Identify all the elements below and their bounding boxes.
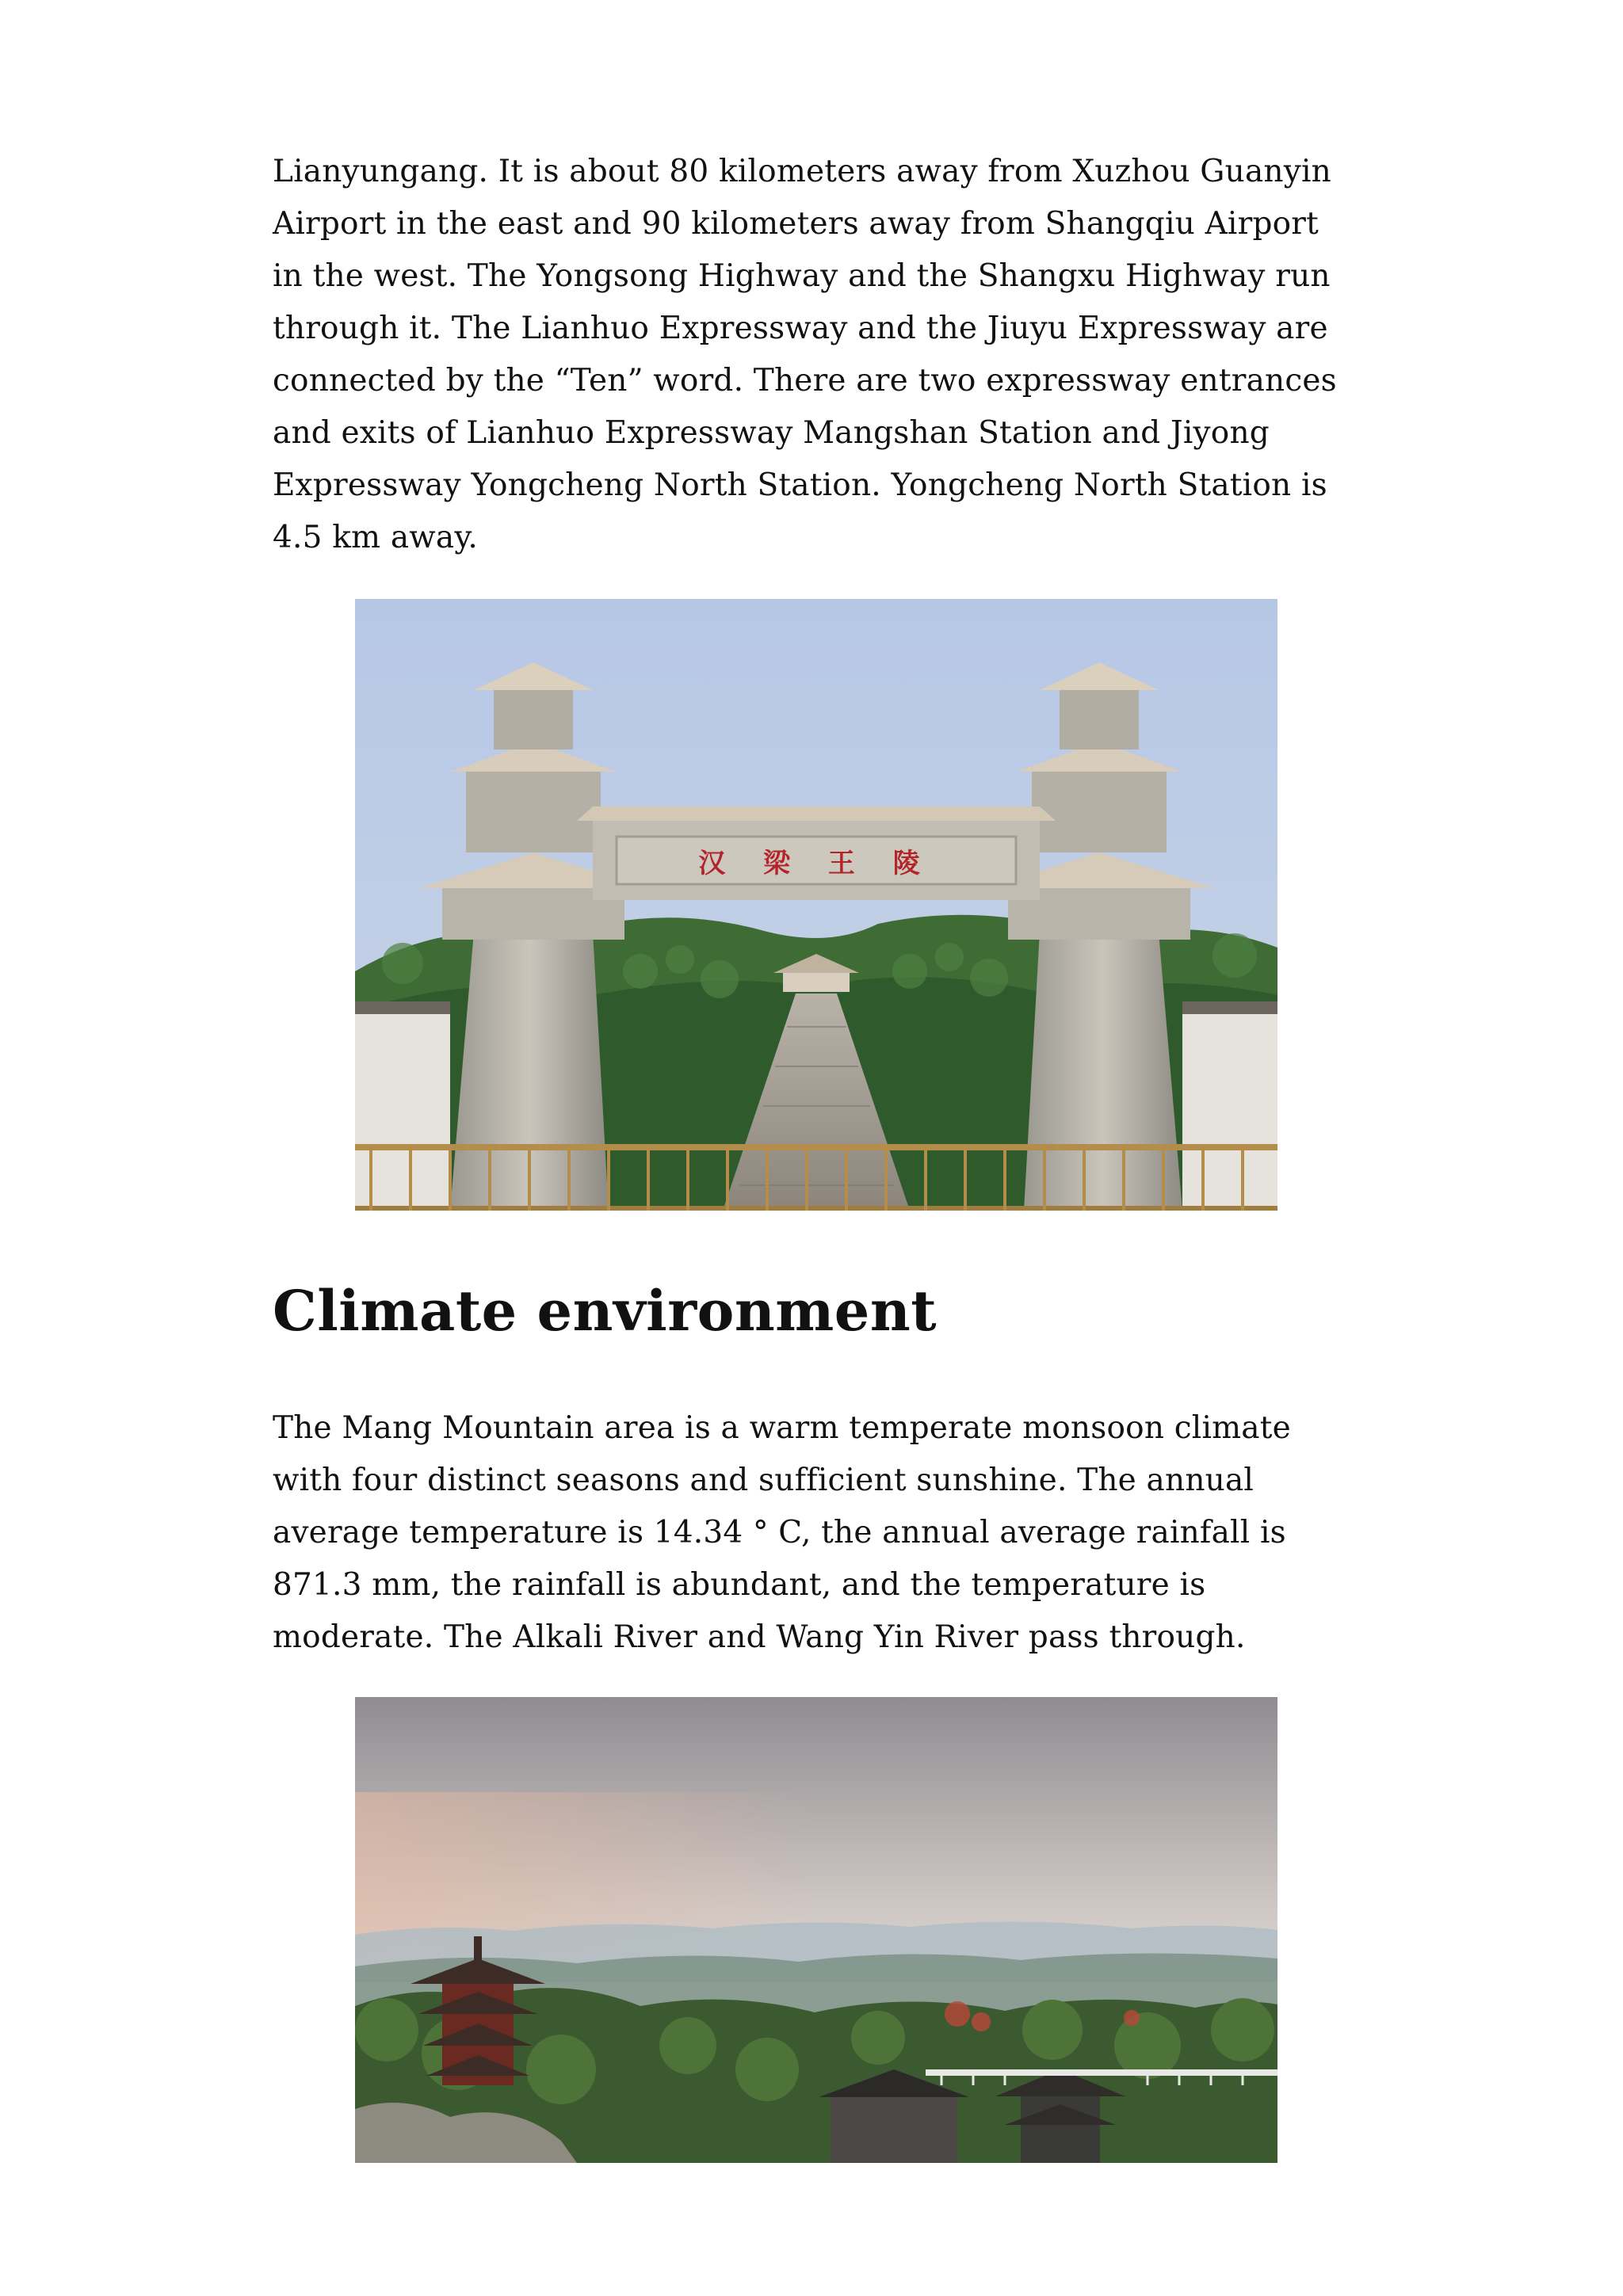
- body-paragraph-climate: The Mang Mountain area is a warm temperate monsoon climate with four distinct seasons and sufficient sunshine. The annual average temperature is 14.34 ° C, the annual average rainfall is 871.3 mm, the rainfall is abundant, and the temperature is moderate. The Alkali River and Wang Yin River pass through.: [273, 1410, 1291, 1655]
- gate-photo: [355, 599, 1277, 1211]
- landscape-photo: [355, 1697, 1277, 2163]
- section-heading-climate: Climate environment: [273, 1278, 938, 1344]
- body-paragraph-transport: Lianyungang. It is about 80 kilometers away from Xuzhou Guanyin Airport in the east and 90 kilometers away from Shangqiu Airport in the west. The Yongsong Highway and the Shangxu Highway run through it. The Lianhuo Expressway and the Jiuyu Expressway are connected by the “Ten” word. There are two expressway entrances and exits of Lianhuo Expressway Mangshan Station and Jiyong Expressway Yongcheng North Station. Yongcheng North Station is 4.5 km away.: [273, 154, 1337, 555]
- gate-inscription: 汉 梁 王 陵: [698, 848, 934, 879]
